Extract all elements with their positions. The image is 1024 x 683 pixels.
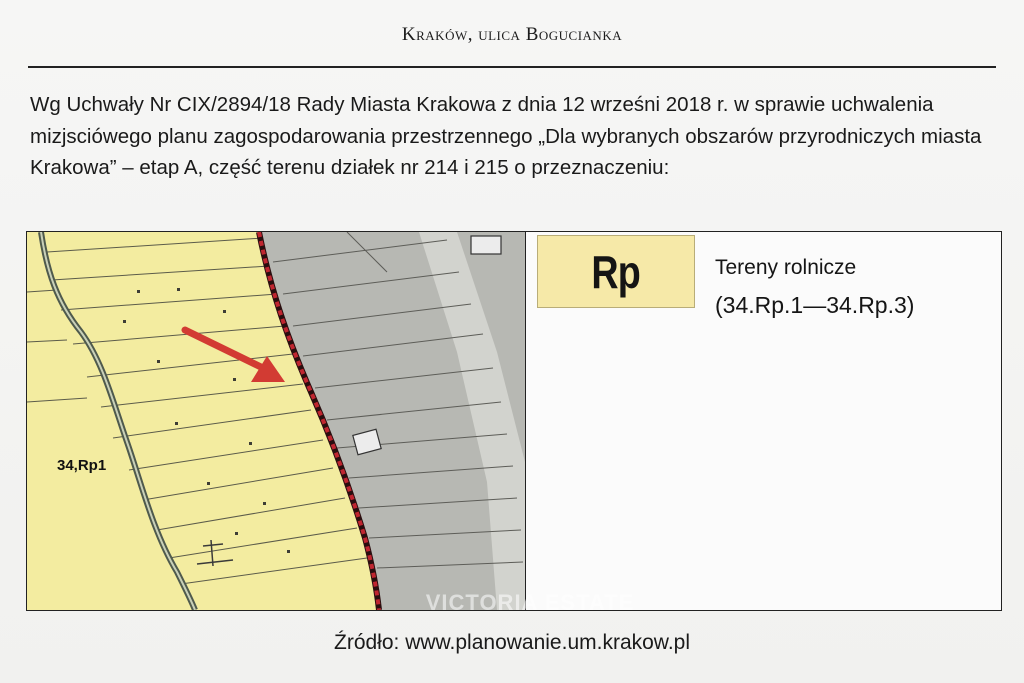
building-outline: [471, 236, 501, 254]
header-divider: [28, 66, 996, 68]
legend-swatch: [537, 235, 695, 308]
zoning-map-drawing: [27, 232, 525, 610]
watermark: VICTORIA ESTATE: [425, 590, 635, 615]
legend-code: Rp: [591, 245, 641, 298]
source-caption: Źródło: www.planowanie.um.krakow.pl: [334, 631, 690, 654]
legend-range: (34.Rp.1—34.Rp.3): [715, 292, 915, 318]
page-title: Kraków, ulica Bogucianka: [401, 24, 623, 45]
legend-label: Tereny rolnicze: [715, 256, 857, 279]
intro-paragraph: Wg Uchwały Nr CIX/2894/18 Rady Miasta Krakowa z dnia 12 wrześni 2018 r. w sprawie uchwalenia mizjsciówego planu zagospodarowania przestrzennego „Dla wybranych obszarów przyrodniczych miasta Krakowa” – etap A, część terenu działek nr 214 i 215 o przeznaczeniu:: [30, 93, 982, 179]
zoning-map: [27, 232, 526, 610]
plan-figure: [26, 231, 1002, 611]
map-zone-label: 34,Rp1: [57, 457, 107, 474]
